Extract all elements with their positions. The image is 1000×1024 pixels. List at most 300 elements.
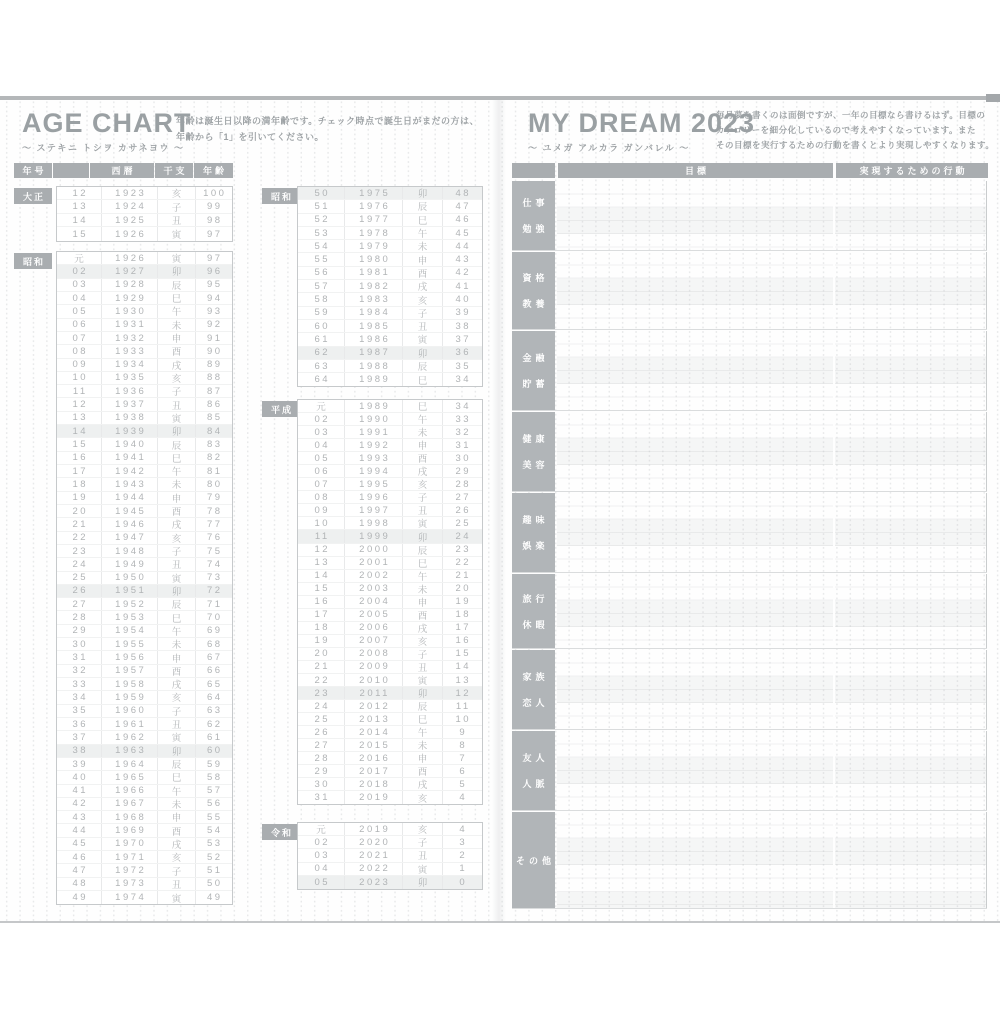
era-year-cell: 03 xyxy=(314,849,331,861)
table-row xyxy=(298,530,482,543)
seireki-cell: 1942 xyxy=(101,465,157,477)
age-cell: 27 xyxy=(442,491,481,503)
age-cell: 25 xyxy=(442,517,481,529)
age-chart-note-line2: 年齢から「1」を引いてください。 xyxy=(176,132,325,142)
eto-cell: 戌 xyxy=(157,678,195,690)
era-year-cell: 35 xyxy=(72,705,89,717)
age-cell: 32 xyxy=(442,426,481,438)
table-row xyxy=(57,200,232,213)
eto-cell: 酉 xyxy=(157,345,195,357)
age-cell: 1 xyxy=(442,863,481,875)
table-row xyxy=(57,798,232,811)
eto-cell: 午 xyxy=(402,413,442,425)
seireki-cell: 1995 xyxy=(344,478,402,490)
table-row xyxy=(298,293,482,306)
category-label xyxy=(512,812,555,908)
eto-cell: 酉 xyxy=(157,665,195,677)
age-cell: 77 xyxy=(195,518,231,530)
age-cell: 44 xyxy=(442,240,481,252)
eto-cell: 寅 xyxy=(402,333,442,345)
eto-cell: 巳 xyxy=(157,452,195,464)
age-cell: 70 xyxy=(195,611,231,623)
goal-write-area xyxy=(557,412,833,491)
action-write-area xyxy=(835,731,987,810)
age-cell: 73 xyxy=(195,572,231,584)
seireki-cell: 1950 xyxy=(101,572,157,584)
eto-cell: 午 xyxy=(157,625,195,637)
table-row xyxy=(57,558,232,571)
eto-cell: 辰 xyxy=(402,700,442,712)
era-year-cell: 元 xyxy=(316,825,329,837)
era-year-cell: 64 xyxy=(314,374,331,386)
category-label-line2: 娯楽 xyxy=(522,541,549,551)
table-row xyxy=(57,838,232,851)
era-year-cell: 24 xyxy=(314,700,331,712)
eto-cell: 子 xyxy=(402,307,442,319)
eto-cell: 申 xyxy=(402,253,442,265)
age-cell: 51 xyxy=(195,864,231,876)
eto-cell: 子 xyxy=(157,864,195,876)
age-cell: 49 xyxy=(195,891,231,904)
table-row xyxy=(57,398,232,411)
era-year-cell: 10 xyxy=(72,372,89,384)
age-cell: 97 xyxy=(195,227,231,240)
table-row xyxy=(298,648,482,661)
table-row xyxy=(298,187,482,200)
table-row xyxy=(298,674,482,687)
age-cell: 12 xyxy=(442,687,481,699)
eto-cell: 巳 xyxy=(402,373,442,386)
seireki-cell: 1956 xyxy=(101,651,157,663)
table-row xyxy=(298,426,482,439)
seireki-cell: 1974 xyxy=(101,891,157,904)
table-row xyxy=(298,778,482,791)
age-cell: 50 xyxy=(195,878,231,890)
eto-cell: 卯 xyxy=(402,347,442,359)
table-row xyxy=(298,267,482,280)
table-row xyxy=(298,517,482,530)
header-blank xyxy=(53,163,89,178)
table-row xyxy=(298,227,482,240)
era-year-cell: 29 xyxy=(314,765,331,777)
eto-cell: 戌 xyxy=(402,465,442,477)
era-year-cell: 54 xyxy=(314,240,331,252)
seireki-cell: 1948 xyxy=(101,545,157,557)
eto-cell: 酉 xyxy=(402,765,442,777)
table-row xyxy=(298,557,482,570)
eto-cell: 子 xyxy=(402,836,442,848)
seireki-cell: 1980 xyxy=(344,253,402,265)
age-cell: 34 xyxy=(442,400,481,412)
seireki-cell: 2017 xyxy=(344,765,402,777)
eto-cell: 子 xyxy=(157,385,195,397)
age-cell: 97 xyxy=(195,252,231,264)
eto-cell: 巳 xyxy=(402,713,442,725)
seireki-cell: 2003 xyxy=(344,583,402,595)
age-cell: 13 xyxy=(442,674,481,686)
category-block xyxy=(512,731,987,811)
age-cell: 47 xyxy=(442,200,481,212)
seireki-cell: 1970 xyxy=(101,838,157,850)
age-cell: 58 xyxy=(195,771,231,783)
era-year-cell: 49 xyxy=(72,892,89,904)
table-row xyxy=(57,532,232,545)
my-dream-title: MY DREAM 2023 xyxy=(528,108,756,138)
era-year-cell: 48 xyxy=(72,878,89,890)
era-year-cell: 04 xyxy=(72,292,89,304)
age-cell: 28 xyxy=(442,478,481,490)
era-year-cell: 41 xyxy=(72,785,89,797)
age-cell: 19 xyxy=(442,596,481,608)
age-table xyxy=(297,399,483,805)
age-cell: 21 xyxy=(442,570,481,582)
era-year-cell: 07 xyxy=(72,332,89,344)
goal-write-area xyxy=(557,493,833,572)
table-row xyxy=(57,851,232,864)
seireki-cell: 1988 xyxy=(344,360,402,372)
eto-cell: 丑 xyxy=(157,214,195,226)
seireki-cell: 1989 xyxy=(344,373,402,386)
category-label-line2: 美容 xyxy=(522,460,549,470)
seireki-cell: 1927 xyxy=(101,265,157,277)
seireki-cell: 1981 xyxy=(344,267,402,279)
age-cell: 64 xyxy=(195,691,231,703)
era-year-cell: 29 xyxy=(72,625,89,637)
age-cell: 53 xyxy=(195,838,231,850)
era-year-cell: 12 xyxy=(72,399,89,411)
era-year-cell: 47 xyxy=(72,865,89,877)
seireki-cell: 1931 xyxy=(101,319,157,331)
seireki-cell: 1953 xyxy=(101,611,157,623)
seireki-cell: 1938 xyxy=(101,412,157,424)
era-year-cell: 34 xyxy=(72,691,89,703)
seireki-cell: 2012 xyxy=(344,700,402,712)
age-cell: 83 xyxy=(195,438,231,450)
seireki-cell: 2021 xyxy=(344,849,402,861)
age-cell: 76 xyxy=(195,532,231,544)
eto-cell: 辰 xyxy=(402,200,442,212)
category-label-line1: 旅行 xyxy=(522,593,549,604)
seireki-cell: 1989 xyxy=(344,400,402,412)
age-cell: 11 xyxy=(442,700,481,712)
eto-cell: 亥 xyxy=(402,791,442,804)
era-year-cell: 58 xyxy=(314,294,331,306)
table-row xyxy=(57,332,232,345)
era-year-cell: 46 xyxy=(72,851,89,863)
seireki-cell: 2005 xyxy=(344,609,402,621)
seireki-cell: 1925 xyxy=(101,214,157,226)
age-cell: 65 xyxy=(195,678,231,690)
age-cell: 90 xyxy=(195,345,231,357)
table-row xyxy=(57,745,232,758)
table-row xyxy=(57,385,232,398)
eto-cell: 寅 xyxy=(157,227,195,240)
age-cell: 87 xyxy=(195,385,231,397)
era-year-cell: 24 xyxy=(72,558,89,570)
category-label xyxy=(512,650,555,729)
seireki-cell: 1998 xyxy=(344,517,402,529)
table-row xyxy=(298,478,482,491)
seireki-cell: 1990 xyxy=(344,413,402,425)
age-cell: 55 xyxy=(195,811,231,823)
table-row xyxy=(57,265,232,278)
age-chart-title: AGE CHART xyxy=(22,108,192,138)
category-block xyxy=(512,650,987,730)
table-row xyxy=(57,625,232,638)
header-nengo: 年号 xyxy=(14,163,52,178)
category-label xyxy=(512,181,555,250)
era-year-cell: 27 xyxy=(314,739,331,751)
eto-cell: 未 xyxy=(402,240,442,252)
era-tab: 平成 xyxy=(262,401,300,417)
era-year-cell: 05 xyxy=(72,305,89,317)
age-cell: 48 xyxy=(442,187,481,199)
eto-cell: 丑 xyxy=(157,558,195,570)
seireki-cell: 1936 xyxy=(101,385,157,397)
age-cell: 3 xyxy=(442,836,481,848)
age-cell: 17 xyxy=(442,622,481,634)
eto-cell: 酉 xyxy=(402,452,442,464)
eto-cell: 辰 xyxy=(157,279,195,291)
age-cell: 62 xyxy=(195,718,231,730)
age-cell: 15 xyxy=(442,648,481,660)
seireki-cell: 1983 xyxy=(344,293,402,305)
table-row xyxy=(57,372,232,385)
era-year-cell: 26 xyxy=(314,726,331,738)
eto-cell: 卯 xyxy=(402,687,442,699)
eto-cell: 辰 xyxy=(402,544,442,556)
table-row xyxy=(298,240,482,253)
era-year-cell: 14 xyxy=(72,425,89,437)
table-row xyxy=(298,687,482,700)
table-row xyxy=(57,665,232,678)
era-year-cell: 04 xyxy=(314,863,331,875)
age-cell: 88 xyxy=(195,372,231,384)
category-label-line1: 資格 xyxy=(522,273,549,283)
table-row xyxy=(57,252,232,265)
age-cell: 91 xyxy=(195,332,231,344)
eto-cell: 卯 xyxy=(157,425,195,437)
era-year-cell: 22 xyxy=(314,674,331,686)
seireki-cell: 1960 xyxy=(101,705,157,717)
eto-cell: 丑 xyxy=(402,661,442,673)
era-year-cell: 42 xyxy=(72,798,89,810)
era-year-cell: 16 xyxy=(314,596,331,608)
era-year-cell: 12 xyxy=(72,187,89,199)
action-write-area xyxy=(835,493,987,572)
table-row xyxy=(298,504,482,517)
table-row xyxy=(298,333,482,346)
era-year-cell: 53 xyxy=(314,227,331,239)
era-year-cell: 18 xyxy=(314,622,331,634)
table-row xyxy=(298,360,482,373)
era-year-cell: 11 xyxy=(72,385,88,397)
seireki-cell: 1964 xyxy=(101,758,157,770)
seireki-cell: 2023 xyxy=(344,876,402,889)
seireki-cell: 2010 xyxy=(344,674,402,686)
category-block xyxy=(512,812,987,909)
era-year-cell: 13 xyxy=(314,557,331,569)
table-row xyxy=(298,726,482,739)
age-cell: 72 xyxy=(195,585,231,597)
seireki-cell: 1963 xyxy=(101,745,157,757)
age-cell: 69 xyxy=(195,625,231,637)
era-year-cell: 51 xyxy=(314,200,331,212)
era-year-cell: 18 xyxy=(72,478,89,490)
table-row xyxy=(298,373,482,386)
table-row xyxy=(57,319,232,332)
era-year-cell: 09 xyxy=(72,359,89,371)
era-year-cell: 23 xyxy=(72,545,89,557)
era-year-cell: 10 xyxy=(314,517,331,529)
table-row xyxy=(298,713,482,726)
seireki-cell: 1924 xyxy=(101,200,157,212)
age-cell: 36 xyxy=(442,347,481,359)
seireki-cell: 1966 xyxy=(101,785,157,797)
table-row xyxy=(57,598,232,611)
seireki-cell: 1926 xyxy=(101,227,157,240)
seireki-cell: 1979 xyxy=(344,240,402,252)
era-year-cell: 63 xyxy=(314,360,331,372)
table-row xyxy=(57,345,232,358)
age-cell: 7 xyxy=(442,752,481,764)
block-content xyxy=(557,574,987,648)
table-row xyxy=(57,731,232,744)
table-row xyxy=(298,347,482,360)
eto-cell: 申 xyxy=(157,651,195,663)
eto-cell: 酉 xyxy=(402,267,442,279)
era-year-cell: 61 xyxy=(314,333,331,345)
table-row xyxy=(298,307,482,320)
table-row xyxy=(298,400,482,413)
seireki-cell: 2020 xyxy=(344,836,402,848)
seireki-cell: 2014 xyxy=(344,726,402,738)
seireki-cell: 2016 xyxy=(344,752,402,764)
era-year-cell: 57 xyxy=(314,280,331,292)
age-cell: 22 xyxy=(442,557,481,569)
action-write-area xyxy=(835,574,987,648)
eto-cell: 寅 xyxy=(402,517,442,529)
seireki-cell: 1930 xyxy=(101,305,157,317)
era-year-cell: 08 xyxy=(314,491,331,503)
eto-cell: 酉 xyxy=(402,609,442,621)
eto-cell: 亥 xyxy=(402,823,442,835)
table-row xyxy=(298,609,482,622)
eto-cell: 午 xyxy=(157,465,195,477)
era-year-cell: 45 xyxy=(72,838,89,850)
table-row xyxy=(57,492,232,505)
seireki-cell: 1940 xyxy=(101,438,157,450)
my-dream-header-row xyxy=(512,163,988,178)
table-row xyxy=(298,739,482,752)
eto-cell: 子 xyxy=(157,545,195,557)
table-row xyxy=(57,412,232,425)
eto-cell: 未 xyxy=(402,583,442,595)
era-year-cell: 25 xyxy=(72,572,89,584)
seireki-cell: 1991 xyxy=(344,426,402,438)
era-year-cell: 50 xyxy=(314,187,331,199)
eto-cell: 亥 xyxy=(157,187,195,199)
category-label-line1: 健康 xyxy=(522,434,549,444)
age-cell: 89 xyxy=(195,359,231,371)
age-cell: 26 xyxy=(442,504,481,516)
category-label-line2: 教養 xyxy=(522,299,549,309)
era-year-cell: 11 xyxy=(314,530,330,542)
table-row xyxy=(298,280,482,293)
eto-cell: 卯 xyxy=(402,876,442,889)
table-row xyxy=(57,518,232,531)
era-year-cell: 19 xyxy=(314,635,331,647)
era-year-cell: 44 xyxy=(72,825,89,837)
era-year-cell: 13 xyxy=(72,201,89,213)
action-write-area xyxy=(835,412,987,491)
eto-cell: 辰 xyxy=(157,758,195,770)
table-row xyxy=(298,320,482,333)
era-year-cell: 12 xyxy=(314,544,331,556)
category-block xyxy=(512,181,987,251)
era-year-cell: 06 xyxy=(314,465,331,477)
action-write-area xyxy=(835,650,987,729)
header-eto: 干支 xyxy=(155,163,193,178)
seireki-cell: 1934 xyxy=(101,359,157,371)
seireki-cell: 1972 xyxy=(101,864,157,876)
age-cell: 16 xyxy=(442,635,481,647)
era-year-cell: 05 xyxy=(314,876,331,888)
table-row xyxy=(298,596,482,609)
age-cell: 33 xyxy=(442,413,481,425)
seireki-cell: 1962 xyxy=(101,731,157,743)
table-row xyxy=(298,200,482,213)
seireki-cell: 1978 xyxy=(344,227,402,239)
eto-cell: 寅 xyxy=(157,731,195,743)
era-year-cell: 元 xyxy=(74,254,87,266)
table-row xyxy=(298,700,482,713)
category-label xyxy=(512,412,555,491)
era-year-cell: 25 xyxy=(314,713,331,725)
table-row xyxy=(298,823,482,836)
seireki-cell: 2000 xyxy=(344,544,402,556)
category-block xyxy=(512,252,987,330)
table-row xyxy=(57,452,232,465)
seireki-cell: 1971 xyxy=(101,851,157,863)
seireki-cell: 1933 xyxy=(101,345,157,357)
category-block xyxy=(512,412,987,492)
table-row xyxy=(298,465,482,478)
eto-cell: 亥 xyxy=(157,851,195,863)
eto-cell: 子 xyxy=(157,705,195,717)
age-cell: 2 xyxy=(442,849,481,861)
table-row xyxy=(298,791,482,804)
age-cell: 54 xyxy=(195,824,231,836)
era-year-cell: 14 xyxy=(314,570,331,582)
eto-cell: 巳 xyxy=(157,292,195,304)
eto-cell: 戌 xyxy=(402,622,442,634)
eto-cell: 申 xyxy=(157,492,195,504)
era-year-cell: 27 xyxy=(72,598,89,610)
seireki-cell: 1977 xyxy=(344,214,402,226)
era-tab: 昭和 xyxy=(14,253,52,269)
eto-cell: 未 xyxy=(402,739,442,751)
table-row xyxy=(57,438,232,451)
era-year-cell: 28 xyxy=(72,612,89,624)
era-year-cell: 20 xyxy=(72,505,89,517)
age-cell: 71 xyxy=(195,598,231,610)
seireki-cell: 2004 xyxy=(344,596,402,608)
eto-cell: 丑 xyxy=(402,504,442,516)
era-year-cell: 22 xyxy=(72,532,89,544)
era-year-cell: 55 xyxy=(314,254,331,266)
age-cell: 93 xyxy=(195,305,231,317)
